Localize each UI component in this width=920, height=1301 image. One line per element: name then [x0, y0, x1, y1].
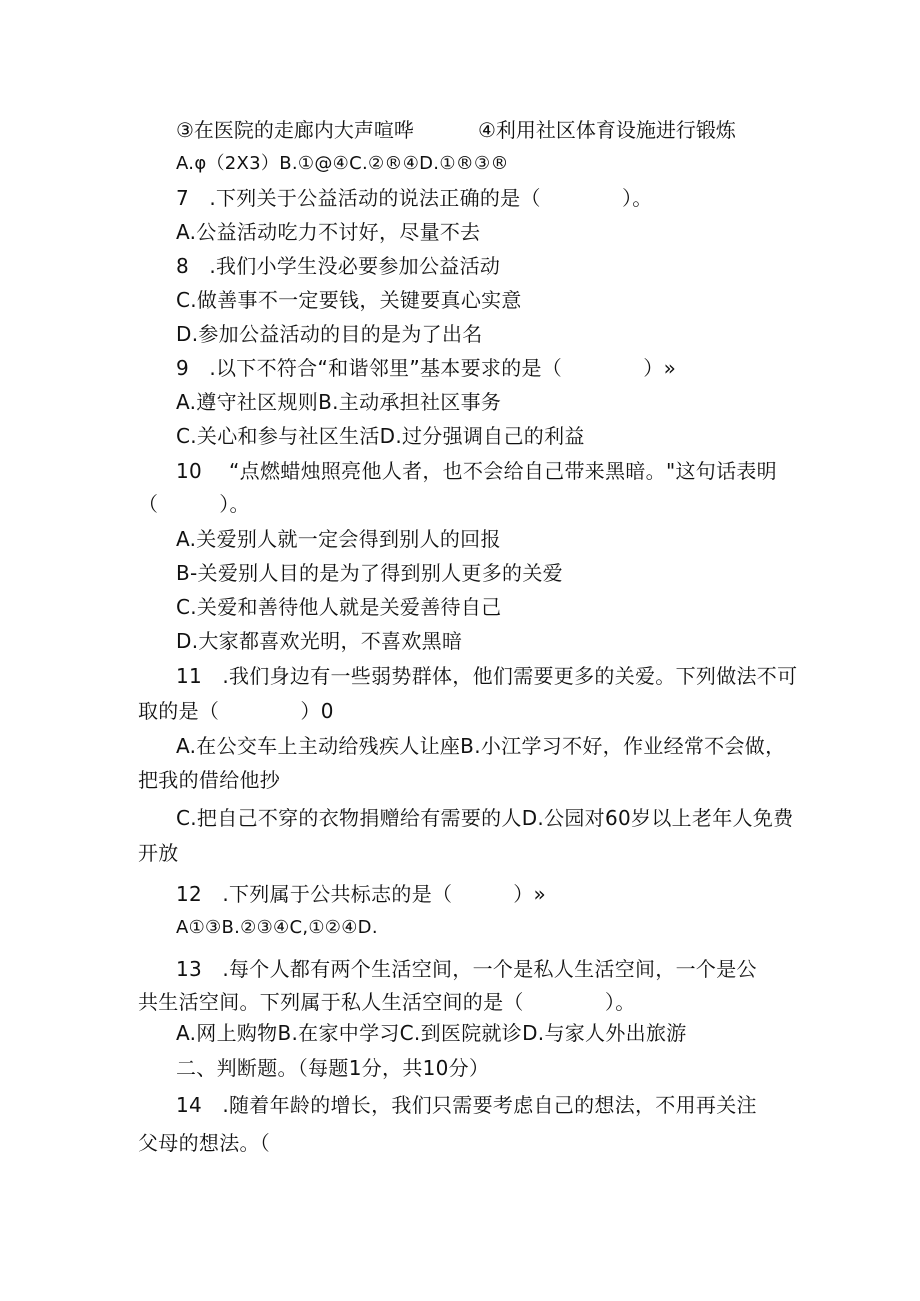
q10-option-d: D.大家都喜欢光明，不喜欢黑暗	[176, 629, 463, 653]
q6-item-3: ③在医院的走廊内大声喧哗	[176, 118, 414, 142]
q7-option-c: C.做善事不一定要钱，关键要真心实意	[176, 288, 522, 312]
q11-stem-line1: 11 .我们身边有一些弱势群体，他们需要更多的关爱。下列做法不可	[176, 664, 798, 688]
q7-stem: 7 .下列关于公益活动的说法正确的是（ ）。	[176, 186, 653, 210]
q10-stem-line1: 10 “点燃蜡烛照亮他人者，也不会给自己带来黑暗。"这句话表明	[176, 459, 777, 483]
q13-stem-line2: 共生活空间。下列属于私人生活空间的是（ ）。	[138, 990, 636, 1014]
q14-stem-line2: 父母的想法。（	[138, 1131, 271, 1155]
q6-item-4: ④利用社区体育设施进行锻炼	[478, 118, 736, 142]
q9-stem: 9 .以下不符合“和谐邻里”基本要求的是（ ）»	[176, 356, 677, 380]
q13-stem-line1: 13 .每个人都有两个生活空间，一个是私人生活空间，一个是公	[176, 957, 757, 981]
q10-option-b: B-关爱别人目的是为了得到别人更多的关爱	[176, 561, 563, 585]
q7-option-b: 8 .我们小学生没必要参加公益活动	[176, 254, 501, 278]
q9-options-cd: C.关心和参与社区生活D.过分强调自己的利益	[176, 424, 585, 448]
q10-option-a: A.关爱别人就一定会得到别人的回报	[176, 527, 501, 551]
q12-stem: 12 .下列属于公共标志的是（ ）»	[176, 882, 547, 906]
q13-options: A.网上购物B.在家中学习C.到医院就诊D.与家人外出旅游	[176, 1021, 687, 1045]
q11-options-ab-line2: 把我的借给他抄	[138, 768, 281, 792]
q11-options-cd-line1: C.把自己不穿的衣物捐赠给有需要的人D.公园对60岁以上老年人免费	[176, 806, 794, 830]
q14-stem-line1: 14 .随着年龄的增长，我们只需要考虑自己的想法，不用再关注	[176, 1093, 757, 1117]
q12-options: A①③B.②③④C,①②④D.	[176, 917, 378, 938]
q10-stem-line2: （ ）。	[138, 492, 250, 516]
section-2-heading: 二、判断题。（每题1分，共10分）	[176, 1056, 490, 1080]
q11-options-ab-line1: A.在公交车上主动给残疾人让座B.小江学习不好，作业经常不会做，	[176, 734, 786, 758]
q10-option-c: C.关爱和善待他人就是关爱善待自己	[176, 595, 502, 619]
q11-options-cd-line2: 开放	[138, 841, 179, 865]
q6-options: A.φ（2X3）B.①@④C.②®④D.①®③®	[176, 153, 509, 174]
q7-option-a: A.公益活动吃力不讨好，尽量不去	[176, 220, 481, 244]
q11-stem-line2: 取的是（ ）0	[138, 699, 334, 723]
q7-option-d: D.参加公益活动的目的是为了出名	[176, 322, 483, 346]
q9-options-ab: A.遵守社区规则B.主动承担社区事务	[176, 390, 502, 414]
